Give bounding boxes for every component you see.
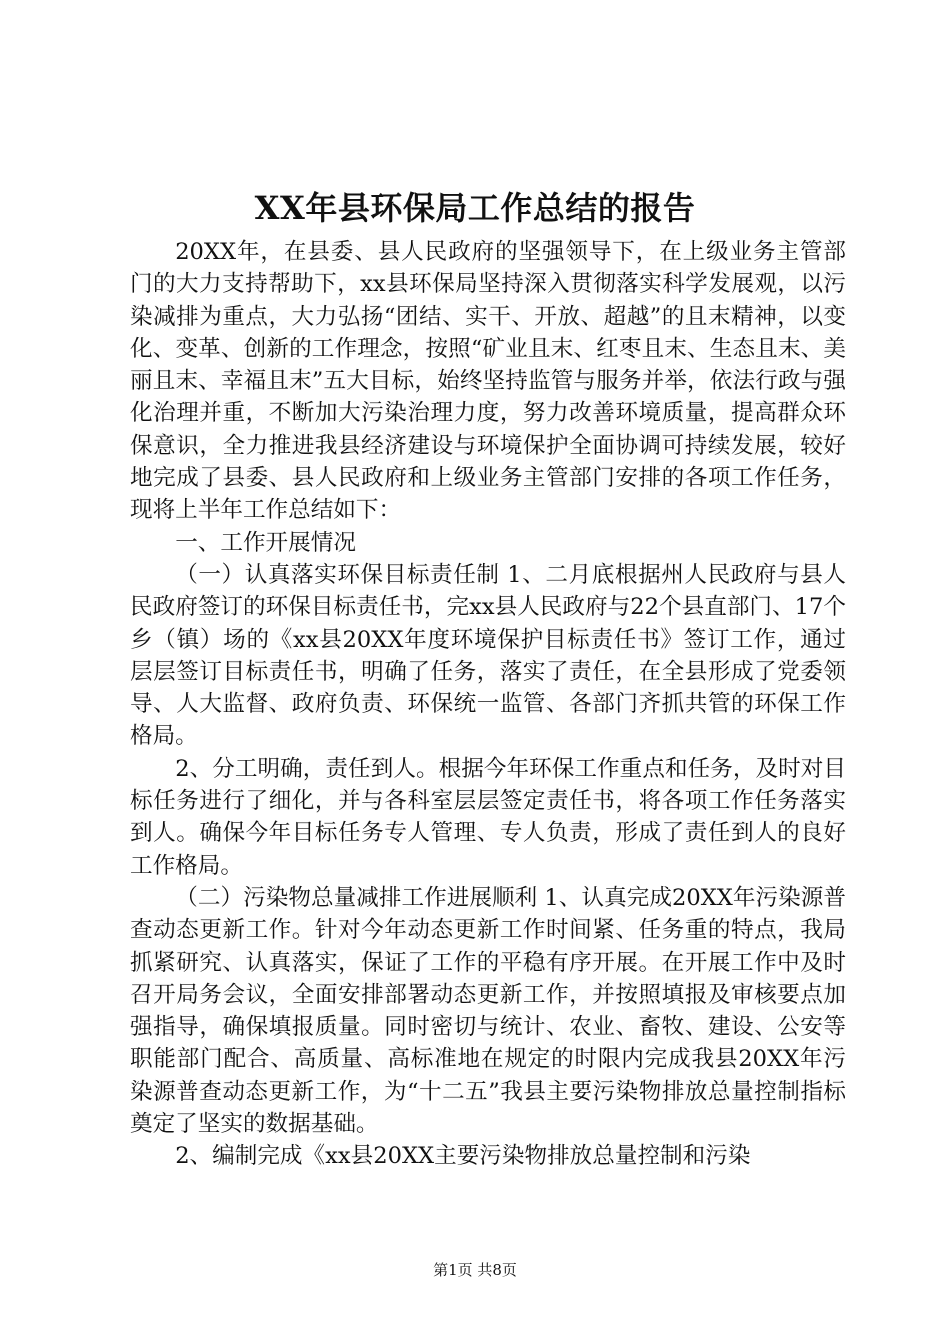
section-heading-work-status: 一、工作开展情况 bbox=[175, 529, 356, 556]
paragraph-emission-plan: 2、编制完成《xx县20XX主要污染物排放总量控制和污染 bbox=[175, 1143, 751, 1170]
paragraph-target-responsibility: （一）认真落实环保目标责任制 1、二月底根据州人民政府与县人民政府签订的环保目标责任书，完xx县人民政府与22个县直部门、17个乡（镇）场的《xx县20XX年度环境保护目标责任书》签订工作，通过层层签订目标责任书，明确了任务，落实了责任，在全县形成了党委领导、人大监督、政府负责、环保统一监管、各部门齐抓共管的环保工作格局。 bbox=[130, 561, 846, 750]
page-number-footer: 第1页 共8页 bbox=[433, 1261, 517, 1279]
paragraph-division-of-labor: 2、分工明确，责任到人。根据今年环保工作重点和任务，及时对目标任务进行了细化，并与各科室层层签定责任书，将各项工作任务落实到人。确保今年目标任务专人管理、专人负责，形成了责任到人的良好工作格局。 bbox=[130, 755, 846, 879]
paragraph-emission-reduction: （二）污染物总量减排工作进展顺利 1、认真完成20XX年污染源普查动态更新工作。针对今年动态更新工作时间紧、任务重的特点，我局抓紧研究、认真落实，保证了工作的平稳有序开展。在开展工作中及时召开局务会议，全面安排部署动态更新工作，并按照填报及审核要点加强指导，确保填报质量。同时密切与统计、农业、畜牧、建设、公安等职能部门配合、高质量、高标准地在规定的时限内完成我县20XX年污染源普查动态更新工作，为“十二五”我县主要污染物排放总量控制指标奠定了坚实的数据基础。 bbox=[130, 884, 846, 1138]
document-title: XX年县环保局工作总结的报告 bbox=[254, 189, 696, 227]
document-body bbox=[130, 236, 846, 1173]
paragraph-intro: 20XX年，在县委、县人民政府的坚强领导下，在上级业务主管部门的大力支持帮助下，xx县环保局坚持深入贯彻落实科学发展观，以污染减排为重点，大力弘扬“团结、实干、开放、超越”的且末精神，以变化、变革、创新的工作理念，按照“矿业且末、红枣且末、生态且末、美丽且末、幸福且末”五大目标，始终坚持监管与服务并举，依法行政与强化治理并重，不断加大污染治理力度，努力改善环境质量，提高群众环保意识，全力推进我县经济建设与环境保护全面协调可持续发展，较好地完成了县委、县人民政府和上级业务主管部门安排的各项工作任务，现将上半年工作总结如下： bbox=[130, 239, 846, 524]
